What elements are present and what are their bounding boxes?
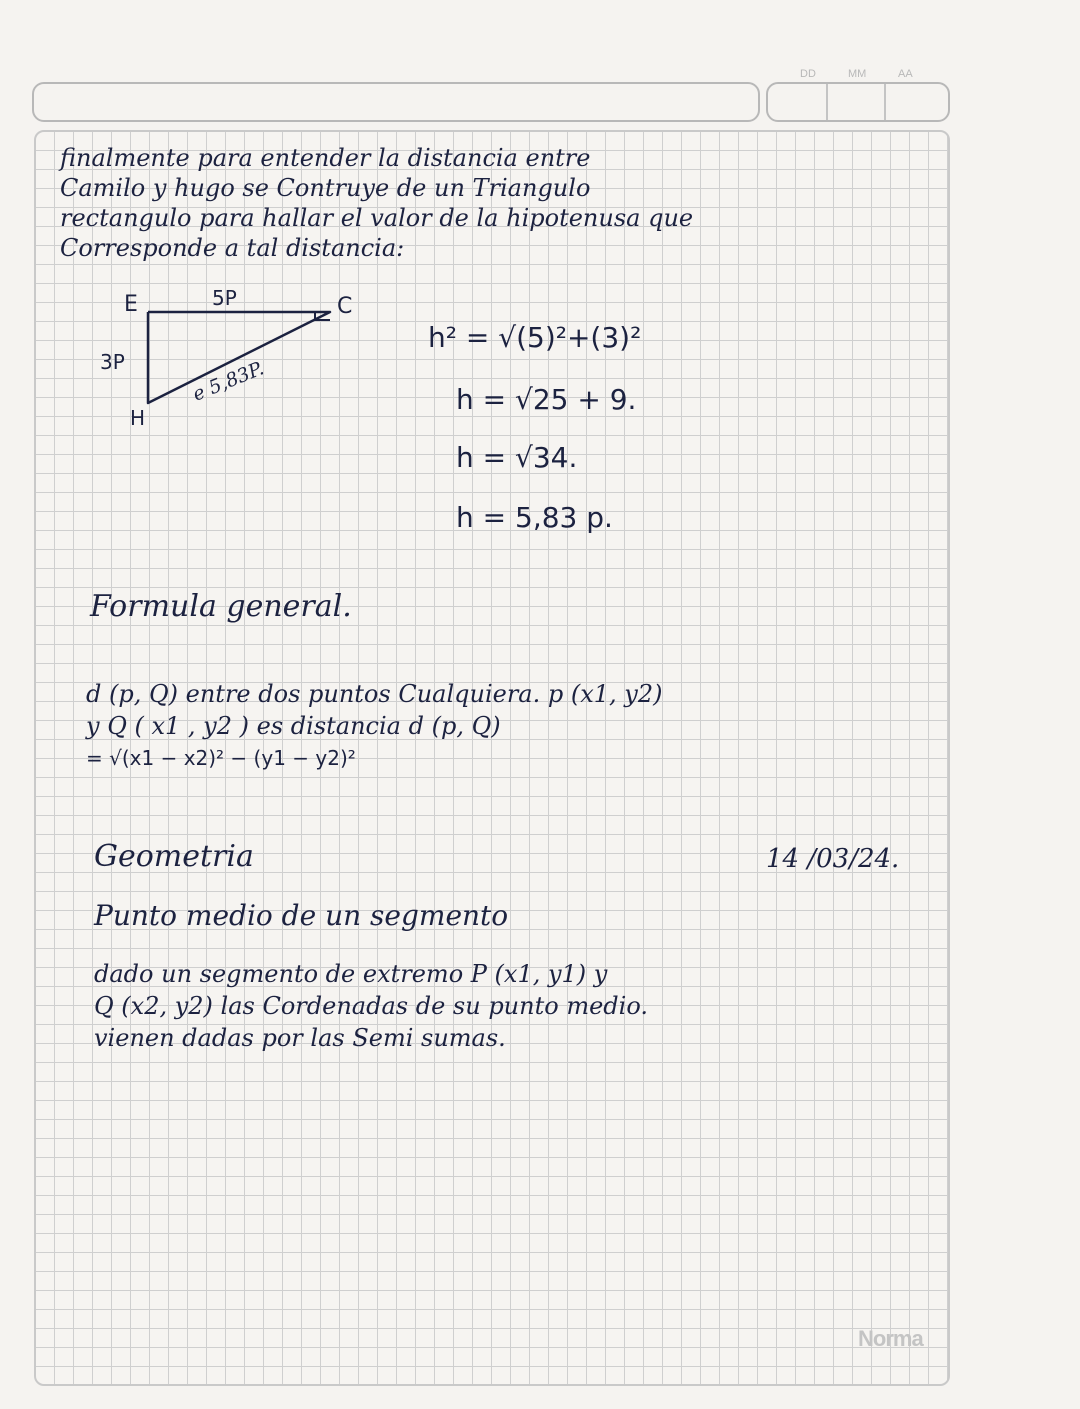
year-label: AA <box>898 68 913 80</box>
paragraph-line-2: Camilo y hugo se Contruye de un Triangulo <box>60 174 591 202</box>
right-triangle-diagram <box>90 285 380 435</box>
month-label: MM <box>848 68 867 80</box>
hypotenuse-label: e 5,83P. <box>189 357 268 406</box>
section2-line-3: vienen dadas por las Semi sumas. <box>94 1024 506 1052</box>
day-label: DD <box>800 68 816 80</box>
calc-step-1: h² = √(5)²+(3)² <box>428 321 642 354</box>
left-side-label: 3P <box>100 350 125 374</box>
vertex-c-label: C <box>337 294 353 319</box>
formula-line-3: = √(x1 − x2)² − (y1 − y2)² <box>86 746 356 770</box>
vertex-h-label: H <box>130 406 146 430</box>
top-side-label: 5P <box>212 286 237 310</box>
paragraph-line-4: Corresponde a tal distancia: <box>60 234 405 262</box>
calc-step-2: h = √25 + 9. <box>456 383 637 416</box>
section2-line-1: dado un segmento de extremo P (x1, y1) y <box>94 960 608 988</box>
paragraph-line-3: rectangulo para hallar el valor de la hipotenusa que <box>60 204 694 232</box>
vertex-e-label: E <box>124 292 138 317</box>
entry-date: 14 /03/24. <box>766 844 900 874</box>
section2-line-2: Q (x2, y2) las Cordenadas de su punto medio. <box>94 992 648 1020</box>
paragraph-line-1: finalmente para entender la distancia entre <box>60 144 591 172</box>
date-field-box <box>766 82 950 122</box>
formula-title: Formula general. <box>90 589 352 624</box>
title-field-box <box>32 82 760 122</box>
subject-heading: Geometria <box>94 839 254 874</box>
formula-line-1: d (p, Q) entre dos puntos Cualquiera. p (x1, y2) <box>86 680 663 708</box>
brand-logo: Norma <box>858 1326 923 1351</box>
topic-heading: Punto medio de un segmento <box>94 899 509 932</box>
calc-step-3: h = √34. <box>456 441 578 474</box>
calc-step-4: h = 5,83 p. <box>456 501 613 534</box>
formula-line-2: y Q ( x1 , y2 ) es distancia d (p, Q) <box>86 712 501 740</box>
